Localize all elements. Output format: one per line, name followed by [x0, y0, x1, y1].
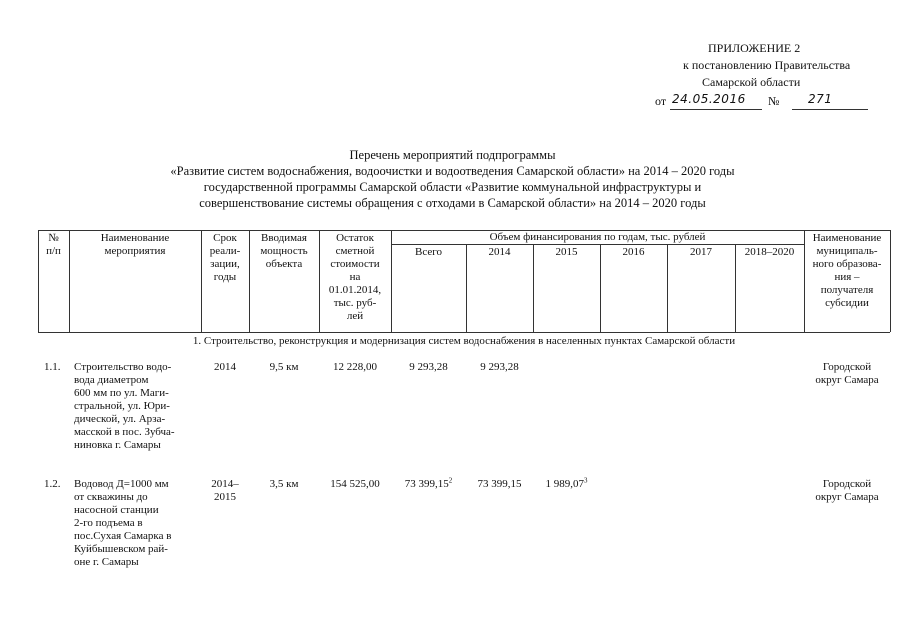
appendix-date-label: от	[655, 94, 667, 108]
header-2017: 2017	[690, 246, 712, 258]
footnote-mark: 3	[584, 476, 588, 485]
document-title-line-1: Перечень мероприятий подпрограммы	[349, 148, 556, 162]
row-total: 73 399,15$^2$	[404, 476, 453, 490]
row-recipient: Городской округ Самара	[815, 361, 879, 386]
header-num: № п/п	[46, 232, 61, 257]
appendix-ref-line: к постановлению Правительства	[683, 58, 851, 72]
header-2018-2020: 2018–2020	[744, 246, 795, 258]
header-total: Всего	[415, 246, 442, 258]
row-balance: 154 525,00	[330, 478, 380, 490]
document-title-line-4: совершенствование системы обращения с отходами в Самарской области» на 2014 – 2020 годы	[199, 196, 706, 210]
appendix-number-handwritten: 271	[808, 92, 833, 106]
date-underline	[670, 109, 762, 110]
appendix-number-label: №	[768, 94, 780, 108]
header-term: Срок реали- зации, годы	[209, 232, 241, 283]
header-funding-group: Объем финансирования по годам, тыс. рублей	[489, 231, 706, 243]
row-recipient: Городской округ Самара	[815, 478, 879, 503]
document-title-line-2: «Развитие систем водоснабжения, водоочистки и водоотведения Самарской области» на 2014 – 2020 годы	[170, 164, 735, 178]
document-title-line-3: государственной программы Самарской области «Развитие коммунальной инфраструктуры и	[203, 180, 702, 194]
row-2014: 73 399,15	[477, 478, 522, 490]
header-balance: Остаток сметной стоимости на 01.01.2014, тыс. руб- лей	[328, 232, 382, 322]
row-total: 9 293,28	[409, 361, 448, 373]
appendix-title: ПРИЛОЖЕНИЕ 2	[708, 41, 801, 55]
header-recipient: Наименование муниципаль- ного образова- ния – получателя субсидии	[812, 232, 882, 309]
header-name: Наименование мероприятия	[100, 232, 170, 257]
section-heading: 1. Строительство, реконструкция и модернизация систем водоснабжения в населенных пунктах Самарской области	[192, 335, 736, 347]
row-num: 1.1.	[44, 361, 61, 373]
row-num: 1.2.	[44, 478, 61, 490]
appendix-date-handwritten: 24.05.2016	[672, 92, 746, 106]
row-capacity: 3,5 км	[269, 478, 299, 490]
row-2015: 1 989,07$^3$	[545, 476, 588, 490]
header-2016: 2016	[622, 246, 645, 258]
row-name: Строительство водо- вода диаметром 600 мм по ул. Маги- стральной, ул. Юри- дической, ул. Арза- масской в пос. Зубча- ниновка г. Самары	[74, 361, 175, 451]
header-2014: 2014	[488, 246, 511, 258]
footnote-mark: 2	[448, 476, 453, 485]
header-capacity: Вводимая мощность объекта	[260, 232, 308, 270]
row-2014: 9 293,28	[480, 361, 519, 373]
row-name: Водовод Д=1000 мм от скважины до насосной станции 2-го подъема в пос.Сухая Самарка в Куйбышевском рай- оне г. Самары	[74, 478, 172, 568]
row-balance: 12 228,00	[333, 361, 377, 373]
appendix-region-line: Самарской области	[702, 75, 801, 89]
row-capacity: 9,5 км	[269, 361, 299, 373]
number-underline	[792, 109, 868, 110]
row-term: 2014– 2015	[211, 478, 239, 503]
row-term: 2014	[214, 361, 236, 373]
header-2015: 2015	[555, 246, 578, 258]
